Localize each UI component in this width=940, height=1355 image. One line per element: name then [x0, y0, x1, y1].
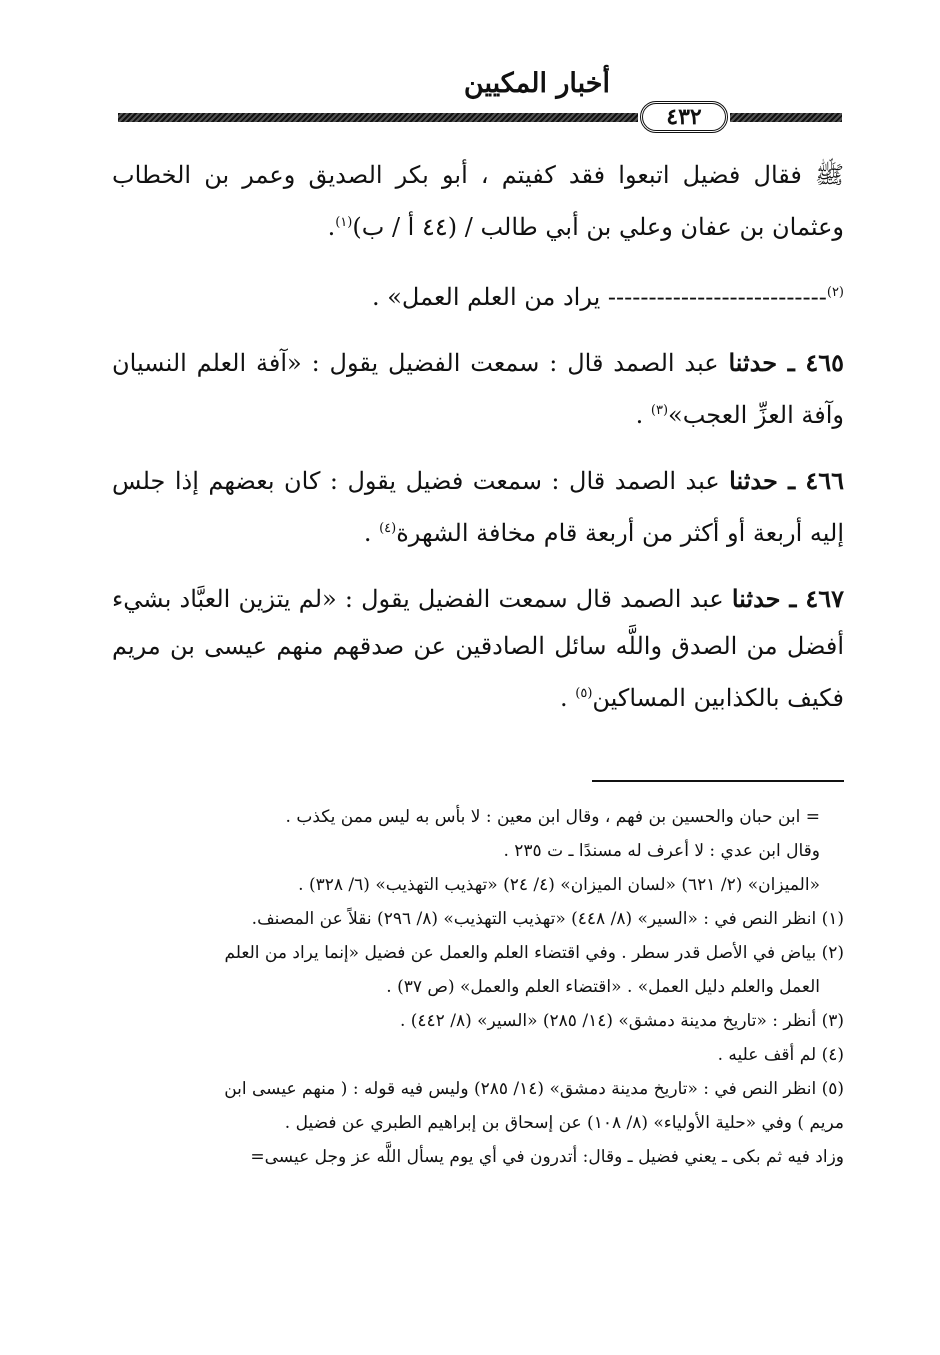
footnote-ref-5: (٥): [575, 686, 593, 701]
page-number: ٤٣٢: [640, 101, 728, 133]
paragraph-1-end: .: [327, 213, 336, 241]
footnote-2-line-2: العمل والعلم دليل العمل» . «اقتضاء العلم والعمل» (ص ٣٧) .: [386, 977, 820, 997]
hadith-number-466: ٤٦٦ ـ حدثنا: [729, 466, 844, 495]
footnotes: [118, 800, 844, 1174]
footnote-5-line-1: (٥) انظر النص في : «تاريخ مدينة دمشق» (١٤/ ٢٨٥) وليس فيه قوله : ( منهم عيسى ابن: [224, 1079, 844, 1099]
paragraph-1: [112, 152, 844, 251]
paragraph-465-text: عبد الصمد قال : سمعت الفضيل يقول : «آفة العلم النسيان وآفة العزِّ العجب»: [112, 349, 844, 429]
footnote-ref-2: (٢): [826, 285, 844, 300]
footnote-1: (١) انظر النص في : «السير» (٨/ ٤٤٨) «تهذيب التهذيب» (٨/ ٢٩٦) نقلاً عن المصنف.: [251, 909, 844, 929]
paragraph-467-end: .: [559, 684, 576, 712]
main-text: [112, 152, 844, 740]
footnote-5-line-3: وزاد فيه ثم بكى ـ يعني فضيل ـ وقال: أتدرون في أي يوم يسأل اللَّه عز وجل عيسى=: [250, 1147, 844, 1167]
footnote-3: (٣) أنظر : «تاريخ مدينة دمشق» (١٤/ ٢٨٥) «السير» (٨/ ٤٤٢) .: [399, 1011, 844, 1031]
paragraph-2-text: يراد من العلم العمل» .: [371, 283, 608, 311]
paragraph-466-text: عبد الصمد قال : سمعت فضيل يقول : كان بعضهم إذا جلس إليه أربعة أو أكثر من أربعة قام مخافة الشهرة: [112, 467, 844, 547]
running-header-title: أخبار المكيين: [463, 68, 610, 99]
footnote-5-line-2: مريم ) وفي «حلية الأولياء» (٨/ ١٠٨) عن إسحاق بن إبراهيم الطبري عن فضيل .: [284, 1113, 844, 1133]
footnote-ref-3: (٣): [650, 403, 669, 418]
header-rule-left: [730, 113, 842, 122]
footnote-continuation-line-3: «الميزان» (٢/ ٦٢١) «لسان الميزان» (٤/ ٢٤) «تهذيب التهذيب» (٦/ ٣٢٨) .: [298, 875, 820, 895]
footnote-2-line-1: (٢) بياض في الأصل قدر سطر . وفي اقتضاء العلم والعمل عن فضيل «إنما يراد من العلم: [224, 943, 844, 963]
hadith-number-467: ٤٦٧ ـ حدثنا: [731, 584, 844, 613]
header-rule-right: [118, 113, 638, 122]
paragraph-1-text: ﷺ فقال فضيل اتبعوا فقد كفيتم ، أبو بكر الصديق وعمر بن الخطاب وعثمان بن عفان وعلي بن أبي طالب / (٤٤ أ / ب): [112, 161, 844, 241]
hadith-number-465: ٤٦٥ ـ حدثنا: [728, 348, 844, 377]
paragraph-465-end: .: [635, 401, 651, 429]
footnote-continuation-line-2: وقال ابن عدي : لا أعرف له مسندًا ـ ت ٢٣٥ .: [503, 841, 820, 861]
footnote-separator: [592, 780, 844, 782]
footnote-4: (٤) لم أقف عليه .: [717, 1045, 844, 1065]
paragraph-466: [112, 457, 844, 557]
paragraph-466-end: .: [363, 519, 380, 547]
footnote-continuation-line-1: = ابن حبان والحسين بن فهم ، وقال ابن معين : لا بأس به ليس ممن يكذب .: [285, 807, 820, 827]
footnote-ref-1: (١): [335, 215, 353, 230]
footnote-ref-4: (٤): [379, 521, 397, 536]
paragraph-465: [112, 339, 844, 439]
blank-dashes: ---------------------------: [607, 283, 827, 311]
paragraph-467: [112, 575, 844, 722]
paragraph-2: [112, 269, 844, 321]
paragraph-467-text: عبد الصمد قال سمعت الفضيل يقول : «لم يتزين العبَّاد بشيء أفضل من الصدق واللَّه سائل الصادقين عن صدقهم منهم عيسى بن مريم فكيف بالكذابين المساكين: [112, 585, 844, 712]
